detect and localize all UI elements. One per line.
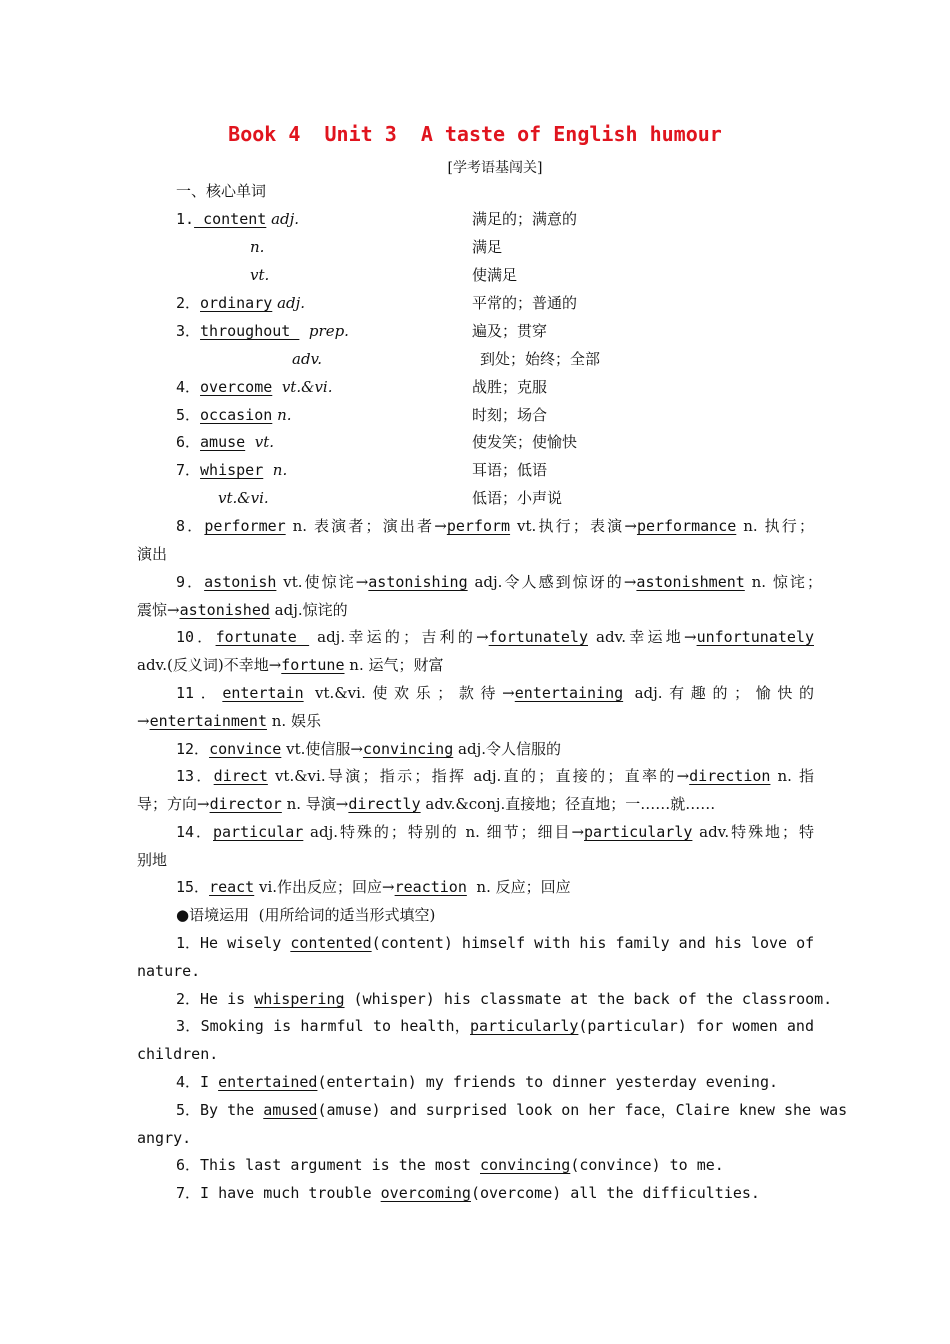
word-entry-1: 1. content adj.	[176, 210, 300, 228]
word-entry-2: 2．ordinary adj.	[176, 294, 306, 312]
sentence-1: 1．He wisely contented(content) himself with his family and his love of	[176, 934, 815, 952]
pos-label: vt.	[250, 266, 270, 284]
pos-label: adv.	[292, 350, 323, 368]
sentence-2: 2．He is whispering (whisper) his classmate at the back of the classroom.	[176, 990, 833, 1008]
word-entry-3: 3．throughout prep.	[176, 322, 349, 340]
sentence-5-cont: angry.	[137, 1129, 192, 1147]
meaning: 使满足	[472, 266, 518, 284]
page-title: Book 4 Unit 3 A taste of English humour	[228, 122, 722, 146]
meaning: 遍及；贯穿	[472, 322, 548, 340]
word-entry-10: 10．fortunate adj.幸运的；吉利的→fortunately adv.幸运地→unfortunately	[176, 628, 814, 646]
meaning: 低语；小声说	[472, 489, 563, 507]
word-entry-13: 13．direct vt.&vi.导演；指示；指挥 adj.直的；直接的；直率的→direction n. 指	[176, 767, 815, 785]
page-subtitle: [学考语基闯关]	[447, 160, 543, 176]
meaning: 满足的；满意的	[472, 210, 578, 228]
word-entry-7: 7．whisper n.	[176, 461, 288, 479]
answer-word: overcome	[200, 378, 273, 396]
meaning: 耳语；低语	[472, 461, 548, 479]
section-heading-core-words: 一、核心单词	[176, 182, 267, 200]
word-entry-9: 9．astonish vt.使惊诧→astonishing adj.令人感到惊讶的→astonishment n. 惊诧；	[176, 573, 822, 591]
word-entry-11-cont: →entertainment n. 娱乐	[137, 712, 321, 730]
word-entry-4: 4．overcome vt.&vi.	[176, 378, 333, 396]
sentence-3-cont: children.	[137, 1045, 219, 1063]
word-entry-8-cont: 演出	[137, 545, 168, 563]
sentence-7: 7．I have much trouble overcoming(overcome) all the difficulties.	[176, 1184, 760, 1202]
meaning: 平常的；普通的	[472, 294, 578, 312]
answer-word: occasion	[200, 406, 273, 424]
answer-word: throughout	[200, 322, 300, 340]
answer-word: ordinary	[200, 294, 273, 312]
sentence-1-cont: nature.	[137, 962, 201, 980]
word-entry-14: 14．particular adj.特殊的；特别的 n. 细节；细目→particularly adv.特殊地；特	[176, 823, 814, 841]
section-heading-context-usage: ●语境运用 (用所给词的适当形式填空)	[176, 906, 436, 924]
meaning: 战胜；克服	[472, 378, 548, 396]
word-entry-6: 6．amuse vt.	[176, 433, 275, 451]
meaning: 满足	[472, 238, 503, 256]
answer-word: amuse	[200, 433, 246, 451]
word-entry-5: 5．occasion n.	[176, 406, 292, 424]
sentence-6: 6．This last argument is the most convincing(convince) to me.	[176, 1156, 724, 1174]
word-entry-13-cont: 导；方向→director n. 导演→directly adv.&conj.直接地；径直地；一……就……	[137, 795, 716, 813]
pos-label: n.	[250, 238, 265, 256]
pos-label: vt.&vi.	[218, 489, 269, 507]
word-entry-15: 15．react vi.作出反应；回应→reaction n. 反应；回应	[176, 878, 571, 896]
meaning: 使发笑；使愉快	[472, 433, 578, 451]
answer-word: content	[194, 210, 267, 228]
word-entry-14-cont: 别地	[137, 851, 168, 869]
answer-word: whisper	[200, 461, 264, 479]
word-entry-9-cont: 震惊→astonished adj.惊诧的	[137, 601, 348, 619]
sentence-4: 4．I entertained(entertain) my friends to dinner yesterday evening.	[176, 1073, 779, 1091]
word-entry-12: 12．convince vt.使信服→convincing adj.令人信服的	[176, 740, 561, 758]
word-entry-10-cont: adv.(反义词)不幸地→fortune n. 运气；财富	[137, 656, 444, 674]
meaning: 到处；始终；全部	[480, 350, 601, 368]
sentence-3: 3．Smoking is harmful to health，particularly(particular) for women and	[176, 1017, 814, 1035]
sentence-5: 5．By the amused(amuse) and surprised look on her face，Claire knew she was	[176, 1101, 848, 1119]
word-entry-11: 11．entertain vt.&vi.使欢乐；款待→entertaining adj.有趣的；愉快的	[176, 684, 815, 702]
meaning: 时刻；场合	[472, 406, 548, 424]
word-entry-8: 8．performer n. 表演者；演出者→perform vt.执行；表演→performance n. 执行；	[176, 517, 814, 535]
